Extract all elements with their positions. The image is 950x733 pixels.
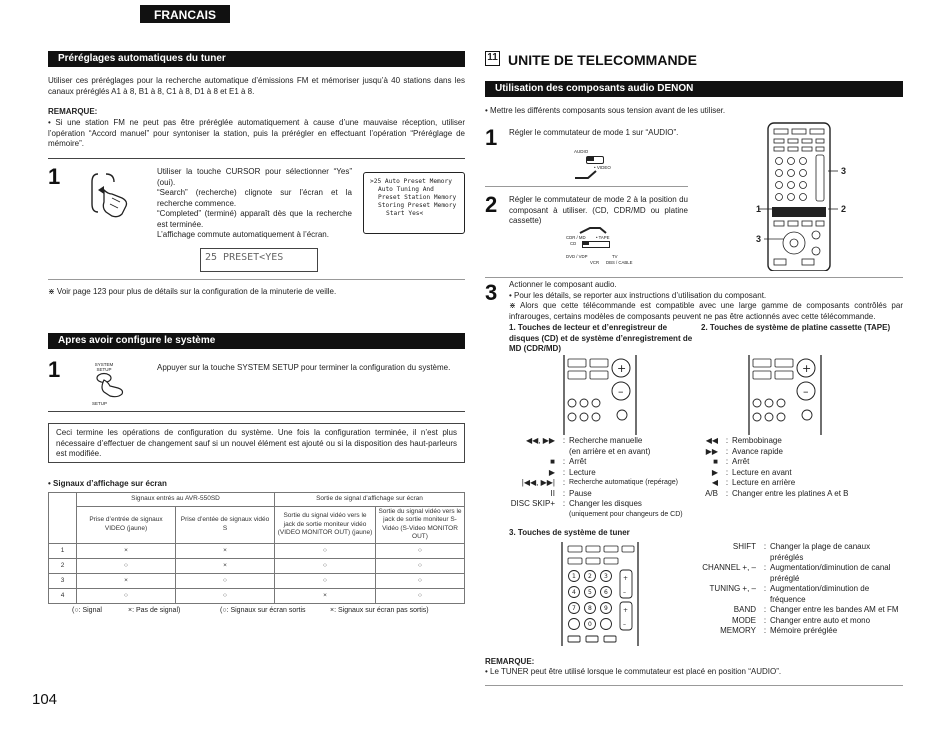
timer-note: ⋇ Voir page 123 pour plus de détails sur la configuration de la minuterie de veille. <box>48 287 337 296</box>
key-symbol: ◀ <box>711 478 718 487</box>
key-symbol: A/B <box>705 488 718 498</box>
table-cell: ○ <box>376 573 465 588</box>
key-description: Changer les disques <box>569 499 642 508</box>
button-label: SETUP <box>96 367 112 372</box>
subsection-title: 1. Touches de lecteur et d’enregistreur de disques (CD) et de système d’enregistrement de MD (CDR/MD) <box>509 323 693 353</box>
info-box-text: Ceci termine les opérations de configuration du système. Une fois la configuration terminée, il n’est plus nécessaire d’effectuer de changement sauf si un nouvel élément est ajouté ou si la disposition des haut-parleurs est modifiée. <box>56 428 457 458</box>
key-symbol: ■ <box>713 457 718 466</box>
page-number: 104 <box>32 691 58 708</box>
switch-label: AUDIO <box>574 149 589 154</box>
table-cell: ○ <box>275 558 376 573</box>
key-description: Changer entre les platines A et B <box>732 488 849 498</box>
signals-table <box>48 492 465 604</box>
svg-text:6: 6 <box>604 589 608 596</box>
system-setup-illustration <box>92 362 128 406</box>
switch-label: • TAPE <box>596 235 610 240</box>
key-description: Arrêt <box>732 457 750 466</box>
key-symbol: MEMORY <box>720 626 756 635</box>
table-cell: × <box>77 543 176 558</box>
switch-label: DBS / CABLE <box>606 260 633 265</box>
remark-text: • Le TUNER peut être utilisé lorsque le commutateur est placé en position “AUDIO”. <box>485 667 782 676</box>
table-cell: ○ <box>275 573 376 588</box>
lcd-display: 25 PRESET<YES <box>200 248 318 272</box>
svg-text:–: – <box>618 385 624 398</box>
key-description: Pause <box>569 488 592 498</box>
table-header: Sortie du signal vidéo vers le jack de sortie moniteur vidéo (VIDEO MONITOR OUT) (jaune) <box>275 507 376 544</box>
section-title-after-setup: Apres avoir configure le système <box>48 333 465 349</box>
chapter-title: UNITE DE TELECOMMANDE <box>508 52 697 68</box>
button-label: SETUP <box>92 401 108 407</box>
svg-text:+: + <box>623 607 629 614</box>
on-screen-display <box>363 172 465 234</box>
language-tab: FRANCAIS <box>140 5 230 23</box>
divider <box>48 158 465 159</box>
divider <box>485 186 688 187</box>
key-symbol: ■ <box>550 457 555 466</box>
key-symbol <box>505 510 559 521</box>
remote-fragment-cd <box>560 355 640 435</box>
switch-knob <box>587 157 594 161</box>
legend-item: (○: Signal <box>72 607 102 614</box>
key-description: Mémoire préréglée <box>770 626 838 635</box>
hand-press-icon <box>92 372 128 398</box>
table-row <box>49 573 465 588</box>
key-description: Changer la plage de canaux préréglés <box>770 542 871 562</box>
step-number: 3 <box>485 280 498 305</box>
mode-switch-1 <box>574 149 644 179</box>
key-description: (en arrière et en avant) <box>569 446 651 456</box>
button-label: SYSTEM <box>94 362 114 367</box>
key-description: Changer entre les bandes AM et FM <box>770 605 899 614</box>
remote-control-illustration <box>754 121 854 271</box>
key-symbol: ◀◀ <box>705 436 718 445</box>
legend-item: ×: Signaux sur écran pas sortis) <box>330 607 429 614</box>
screen-line: Preset Station Memory <box>378 194 457 201</box>
table-cell: ○ <box>176 588 275 603</box>
switch-label: CD <box>570 241 577 246</box>
key-description: Lecture en avant <box>732 467 792 477</box>
subsection-title: 3. Touches de système de tuner <box>509 528 630 537</box>
remote-fragment-tape <box>745 355 825 435</box>
tape-keys-list: ◀◀ : Rembobinage ▶▶ : Avance rapide ■ : Arrêt ▶ : Lecture en avant ◀ : Lecture en arrière A/B : Changer entre les platines A et B <box>700 436 903 499</box>
key-symbol: ▶ <box>548 467 555 477</box>
step-line: Utiliser la touche CURSOR pour sélectionner “Yes” (oui). <box>157 167 352 187</box>
key-symbol: ▶▶ <box>705 446 718 456</box>
table-header: Prise d’entrée de signaux VIDEO (jaune) <box>77 507 176 544</box>
step-line: “Search” (recherche) clignote sur l’écran et la recherche commence. <box>157 188 352 208</box>
screen-line: Storing Preset Memory <box>378 202 457 209</box>
step-line: “Completed” (terminé) apparaît dès que la recherche est terminée. <box>157 209 352 229</box>
remark-text: • Si une station FM ne peut pas être préréglée automatiquement à cause d’une mauvaise réception, utiliser l’opération “Accord manuel” pour syntoniser la station, puis la prérégler en effectuant l’opération “Préréglage de mémoire”. <box>48 118 465 148</box>
svg-text:+: + <box>802 362 812 375</box>
table-header: Signaux entrés au AVR-550SD <box>77 493 275 507</box>
svg-text:2: 2 <box>588 573 592 580</box>
remark-title: REMARQUE: <box>48 107 98 116</box>
table-header: Prise d’entée de signaux vidéo S <box>176 507 275 544</box>
table-row <box>49 558 465 573</box>
key-description: Recherche manuelle <box>569 436 643 445</box>
table-cell: ○ <box>275 543 376 558</box>
finger-icon <box>574 169 598 179</box>
step-text: Appuyer sur la touche SYSTEM SETUP pour terminer la configuration du système. <box>157 363 451 372</box>
key-symbol: |◀◀, ▶▶| <box>521 478 555 487</box>
mode-switch-2 <box>566 226 656 266</box>
signals-title: • Signaux d’affichage sur écran <box>48 479 167 488</box>
step-number: 1 <box>48 164 61 189</box>
remark-title: REMARQUE: <box>485 657 535 666</box>
step3-line: ⋇ Alors que cette télécommande est compatible avec une large gamme de composants contrôlés par infrarouges, certains modèles de composants peuvent ne pas être actionnés avec cette télécommande. <box>509 301 903 321</box>
divider <box>485 277 903 278</box>
svg-text:+: + <box>623 575 629 582</box>
key-symbol: TUNING +, – <box>709 584 756 593</box>
key-symbol: BAND <box>733 605 756 614</box>
divider <box>485 685 903 686</box>
key-symbol: MODE <box>732 615 756 625</box>
step-line: L’affichage commute automatiquement à l’écran. <box>157 230 329 239</box>
svg-text:0: 0 <box>588 621 592 628</box>
table-cell: ○ <box>77 588 176 603</box>
svg-text:5: 5 <box>588 589 592 596</box>
table-header: Sortie de signal d’affichage sur écran <box>275 493 465 507</box>
svg-text:–: – <box>623 621 626 628</box>
screen-line: >25 Auto Preset Memory <box>370 178 452 185</box>
legend-item: (○: Signaux sur écran sortis <box>220 607 306 614</box>
key-description: Lecture <box>569 467 596 477</box>
switch-label: CDR / MD <box>566 235 586 240</box>
table-cell: ○ <box>376 558 465 573</box>
key-description: Augmentation/diminution de canal préréglé <box>770 563 891 583</box>
cursor-hand-icon <box>88 168 136 220</box>
table-cell: ○ <box>176 573 275 588</box>
svg-text:3: 3 <box>604 573 608 580</box>
table-cell: 4 <box>49 588 77 603</box>
step1-text: Régler le commutateur de mode 1 sur “AUDIO”. <box>509 128 679 137</box>
switch-label: TV <box>612 254 618 259</box>
table-cell: 1 <box>49 543 77 558</box>
table-header: Sortie du signal vidéo vers le jack de sortie moniteur S-Vidéo (S-Video MONITOR OUT) <box>376 507 465 544</box>
key-description: Arrêt <box>569 457 587 466</box>
subsection-title: 2. Touches de système de platine cassette (TAPE) <box>701 323 891 332</box>
key-symbol: ▶ <box>711 467 718 477</box>
svg-text:7: 7 <box>572 605 576 612</box>
table-cell: ○ <box>77 558 176 573</box>
step3-line: • Pour les détails, se reporter aux instructions d’utilisation du composant. <box>509 290 767 300</box>
switch-label: DVD / VDP <box>566 254 588 259</box>
key-symbol <box>505 447 559 458</box>
table-row <box>49 588 465 603</box>
table-cell: × <box>275 588 376 603</box>
key-description: Avance rapide <box>732 446 783 456</box>
key-description: Rembobinage <box>732 436 782 445</box>
switch-label: VCR <box>590 260 600 265</box>
step-number: 1 <box>485 125 498 150</box>
cd-keys-list: ◀◀, ▶▶ : Recherche manuelle (en arrière et en avant) ■ : Arrêt ▶ : Lecture |◀◀, ▶▶| : Recherche automatique (repérage) II : Pause DISC SKIP+ : Changer les disques (uniquement pour changeurs de CD) <box>505 436 705 520</box>
table-cell: ○ <box>376 543 465 558</box>
key-symbol: SHIFT <box>732 542 756 551</box>
callout-label: 2 <box>841 204 847 214</box>
table-row <box>49 543 465 558</box>
table-cell: 2 <box>49 558 77 573</box>
callout-label: 3 <box>841 166 847 176</box>
legend-item: ×: Pas de signal) <box>128 607 181 614</box>
step-number: 2 <box>485 192 498 217</box>
tuner-keys-list: SHIFT : Changer la plage de canaux préréglés CHANNEL +, – : Augmentation/diminution de canal préréglé TUNING +, – : Augmentation/diminution de fréquence BAND : Changer entre les bandes AM et FM MODE : Changer entre auto et mono MEMORY : Mémoire préréglée <box>690 542 903 637</box>
key-symbol: ◀◀, ▶▶ <box>525 436 555 445</box>
screen-line: Start Yes< <box>386 210 424 217</box>
table-corner <box>49 493 77 544</box>
step3-line: Actionner le composant audio. <box>509 280 617 289</box>
svg-text:1: 1 <box>572 573 576 580</box>
svg-text:–: – <box>803 385 809 398</box>
intro-text: • Mettre les différents composants sous tension avant de les utiliser. <box>485 106 726 115</box>
table-cell: 3 <box>49 573 77 588</box>
chapter-number-badge: 11 <box>485 51 500 66</box>
svg-text:4: 4 <box>572 589 576 596</box>
key-symbol: DISC SKIP+ <box>510 499 555 508</box>
table-cell: × <box>176 543 275 558</box>
svg-text:8: 8 <box>588 605 592 612</box>
section-title-denon: Utilisation des composants audio DENON <box>485 81 903 97</box>
key-symbol: CHANNEL +, – <box>702 563 756 572</box>
callout-label: 3 <box>756 234 762 244</box>
section-title-auto-preset: Préréglages automatiques du tuner <box>48 51 465 67</box>
screen-line: Auto Tuning And <box>378 186 434 193</box>
svg-text:9: 9 <box>604 605 608 612</box>
svg-text:–: – <box>623 589 626 596</box>
switch-label: • VIDEO <box>594 165 611 170</box>
key-description: Lecture en arrière <box>732 478 796 487</box>
auto-preset-intro: Utiliser ces préréglages pour la recherche automatique d’émissions FM et mémoriser jusqu’à 40 stations dans les canaux préréglés A1 à 8, B1 à 8, C1 à 8, D1 à 8 et E1 à 8. <box>48 76 465 96</box>
remote-fragment-tuner <box>558 542 642 646</box>
callout-label: 1 <box>756 204 762 214</box>
step-number: 1 <box>48 357 61 382</box>
svg-text:+: + <box>617 362 627 375</box>
table-cell: × <box>77 573 176 588</box>
table-cell: × <box>176 558 275 573</box>
key-description: Augmentation/diminution de fréquence <box>770 584 870 604</box>
key-description: Recherche automatique (repérage) <box>569 479 678 486</box>
key-description: (uniquement pour changeurs de CD) <box>569 510 683 518</box>
table-cell: ○ <box>376 588 465 603</box>
switch-knob <box>583 242 589 245</box>
divider <box>48 411 465 412</box>
divider <box>48 279 465 280</box>
step2-text: Régler le commutateur de mode 2 à la position du composant à utiliser. (CD, CDR/MD ou platine cassette) <box>509 195 688 225</box>
key-symbol: II <box>550 488 555 498</box>
finger-icon <box>578 226 608 234</box>
key-description: Changer entre auto et mono <box>770 615 871 625</box>
